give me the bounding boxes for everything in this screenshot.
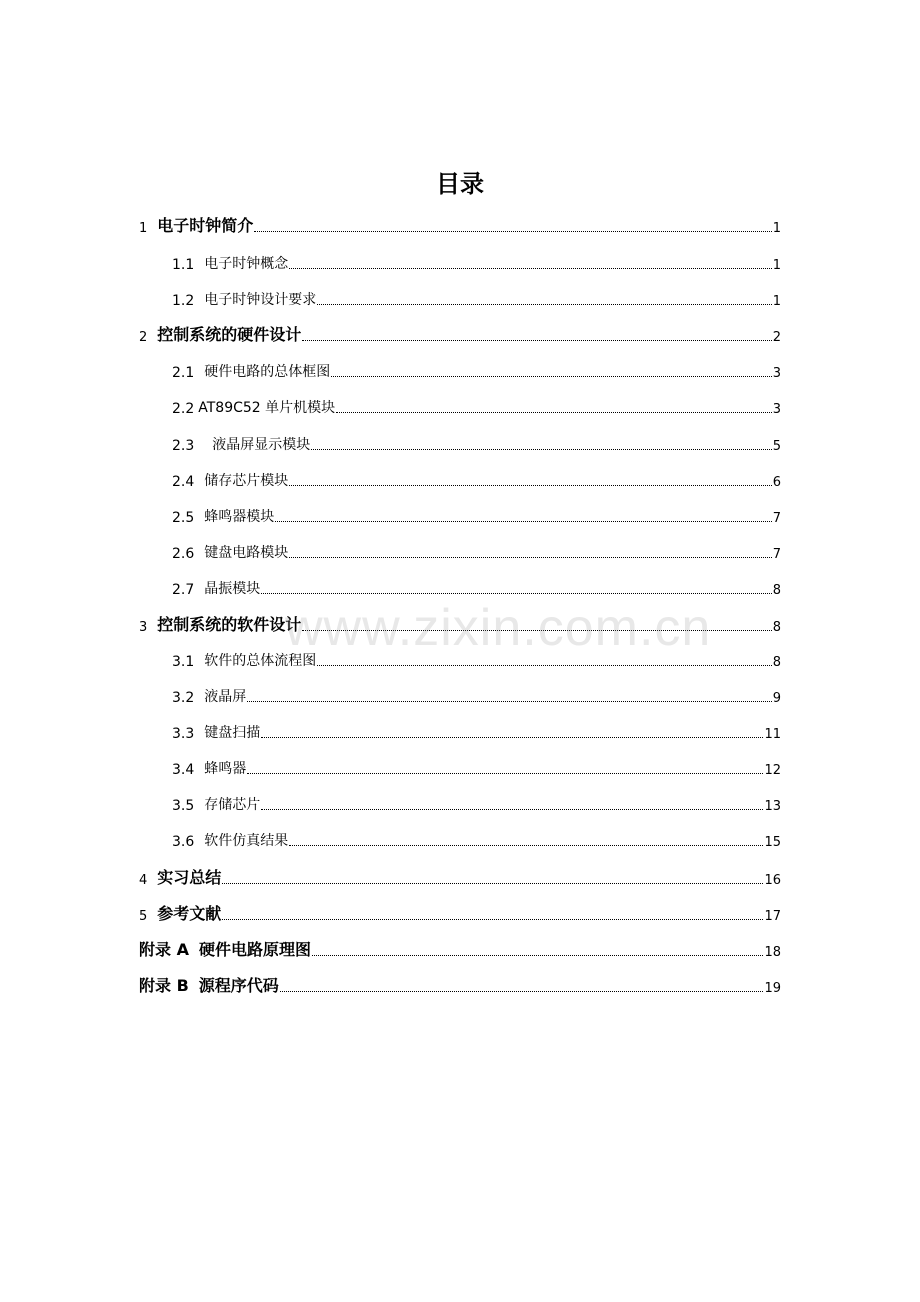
toc-entry[interactable] bbox=[0, 684, 920, 706]
toc-leader bbox=[280, 991, 764, 992]
toc-page-number: 7 bbox=[772, 547, 781, 562]
toc-leader bbox=[275, 521, 771, 522]
toc-title: 参考文献 bbox=[157, 904, 222, 923]
toc-number: 2.6 bbox=[172, 546, 195, 562]
toc-number: 3.6 bbox=[172, 834, 195, 850]
toc-entry[interactable] bbox=[0, 468, 920, 490]
toc-leader bbox=[261, 593, 771, 594]
toc-leader bbox=[311, 449, 771, 450]
toc-number: 2.1 bbox=[172, 365, 195, 381]
toc-leader bbox=[247, 773, 763, 774]
toc-title: 液晶屏显示模块 bbox=[212, 437, 311, 453]
toc-page-number: 2 bbox=[772, 330, 781, 345]
toc-leader bbox=[261, 809, 763, 810]
toc-page-number: 15 bbox=[764, 835, 781, 850]
toc-leader bbox=[302, 340, 771, 341]
toc-number: 2.2 bbox=[172, 401, 195, 417]
toc-page-number: 5 bbox=[772, 439, 781, 454]
toc-number: 2.5 bbox=[172, 510, 195, 526]
toc-entry[interactable] bbox=[0, 214, 920, 236]
toc-page-number: 3 bbox=[772, 402, 781, 417]
toc-title: 存储芯片 bbox=[204, 797, 261, 813]
watermark: www.zixin.com.cn bbox=[285, 599, 712, 657]
toc-entry[interactable] bbox=[0, 540, 920, 562]
toc-entry[interactable] bbox=[0, 792, 920, 814]
toc-leader bbox=[247, 701, 771, 702]
toc-leader bbox=[289, 845, 763, 846]
toc-title: 液晶屏 bbox=[204, 689, 247, 705]
toc-number: 4 bbox=[139, 873, 148, 888]
toc-page-number: 8 bbox=[772, 620, 781, 635]
toc-title: 蜂鸣器 bbox=[204, 761, 247, 777]
toc-number: 2 bbox=[139, 330, 148, 345]
toc-entry[interactable] bbox=[0, 720, 920, 742]
toc-page-number: 8 bbox=[772, 655, 781, 670]
toc-title: 储存芯片模块 bbox=[204, 473, 289, 489]
toc-entry[interactable] bbox=[0, 287, 920, 309]
toc-number: 1.1 bbox=[172, 257, 195, 273]
toc-number: 3.2 bbox=[172, 690, 195, 706]
toc-entry[interactable] bbox=[0, 648, 920, 670]
toc-page-number: 9 bbox=[772, 691, 781, 706]
toc-page-number: 1 bbox=[772, 294, 781, 309]
toc-number: 附录 B bbox=[139, 976, 189, 995]
toc-number: 2.7 bbox=[172, 582, 195, 598]
toc-number: 2.3 bbox=[172, 438, 195, 454]
toc-title: 电子时钟概念 bbox=[204, 256, 289, 272]
toc-title: 硬件电路原理图 bbox=[198, 940, 311, 959]
toc-leader bbox=[317, 304, 771, 305]
toc-page-number: 1 bbox=[772, 221, 781, 236]
toc-leader bbox=[254, 231, 771, 232]
toc-leader bbox=[222, 883, 763, 884]
toc-page-number: 19 bbox=[764, 981, 781, 996]
toc-entry[interactable] bbox=[0, 395, 920, 417]
toc-entry[interactable] bbox=[0, 504, 920, 526]
toc-leader bbox=[331, 376, 771, 377]
toc-number: 3.3 bbox=[172, 726, 195, 742]
toc-leader bbox=[289, 557, 771, 558]
toc-entry[interactable] bbox=[0, 323, 920, 345]
toc-leader bbox=[261, 737, 763, 738]
toc-leader bbox=[289, 485, 771, 486]
toc-title: 电子时钟简介 bbox=[157, 216, 254, 235]
toc-number: 3.4 bbox=[172, 762, 195, 778]
toc-title: 软件仿真结果 bbox=[204, 833, 289, 849]
toc-leader bbox=[289, 268, 771, 269]
toc-entry[interactable] bbox=[0, 938, 920, 960]
toc-page-number: 8 bbox=[772, 583, 781, 598]
toc-number: 3.5 bbox=[172, 798, 195, 814]
toc-number: 附录 A bbox=[139, 940, 189, 959]
toc-number: 3.1 bbox=[172, 654, 195, 670]
toc-title: 软件的总体流程图 bbox=[204, 653, 317, 669]
toc-leader bbox=[336, 412, 772, 413]
toc-title: 控制系统的硬件设计 bbox=[157, 325, 302, 344]
toc-leader bbox=[312, 955, 763, 956]
toc-page-number: 3 bbox=[772, 366, 781, 381]
toc-entry[interactable] bbox=[0, 251, 920, 273]
toc-number: 5 bbox=[139, 909, 148, 924]
toc-title: 硬件电路的总体框图 bbox=[204, 364, 331, 380]
toc-entry[interactable] bbox=[0, 432, 920, 454]
toc-page-number: 7 bbox=[772, 511, 781, 526]
toc-title: 蜂鸣器模块 bbox=[204, 509, 275, 525]
toc-leader bbox=[222, 919, 763, 920]
toc-title: 电子时钟设计要求 bbox=[204, 292, 317, 308]
toc-title: 控制系统的软件设计 bbox=[157, 615, 302, 634]
toc-page-number: 16 bbox=[764, 873, 781, 888]
toc-title: 实习总结 bbox=[157, 868, 222, 887]
toc-number: 2.4 bbox=[172, 474, 195, 490]
toc-leader bbox=[302, 630, 771, 631]
toc-entry[interactable] bbox=[0, 359, 920, 381]
toc-page-number: 6 bbox=[772, 475, 781, 490]
toc-entry[interactable] bbox=[0, 902, 920, 924]
toc-leader bbox=[317, 665, 771, 666]
toc-entry[interactable] bbox=[0, 756, 920, 778]
toc-title: 晶振模块 bbox=[204, 581, 261, 597]
page-title: 目录 bbox=[436, 170, 484, 198]
toc-title: 键盘扫描 bbox=[204, 725, 261, 741]
toc-entry[interactable] bbox=[0, 576, 920, 598]
toc-title: 键盘电路模块 bbox=[204, 545, 289, 561]
toc-title: AT89C52 单片机模块 bbox=[198, 400, 336, 416]
toc-page-number: 11 bbox=[764, 727, 781, 742]
toc-entry[interactable] bbox=[0, 866, 920, 888]
toc-entry[interactable] bbox=[0, 828, 920, 850]
toc-number: 1.2 bbox=[172, 293, 195, 309]
toc-page-number: 12 bbox=[764, 763, 781, 778]
toc-entry[interactable] bbox=[0, 613, 920, 635]
toc-page-number: 13 bbox=[764, 799, 781, 814]
toc-page-number: 18 bbox=[764, 945, 781, 960]
toc-page-number: 17 bbox=[764, 909, 781, 924]
toc-number: 1 bbox=[139, 221, 148, 236]
toc-entry[interactable] bbox=[0, 974, 920, 996]
toc-title: 源程序代码 bbox=[198, 976, 279, 995]
toc-number: 3 bbox=[139, 620, 148, 635]
toc-page-number: 1 bbox=[772, 258, 781, 273]
